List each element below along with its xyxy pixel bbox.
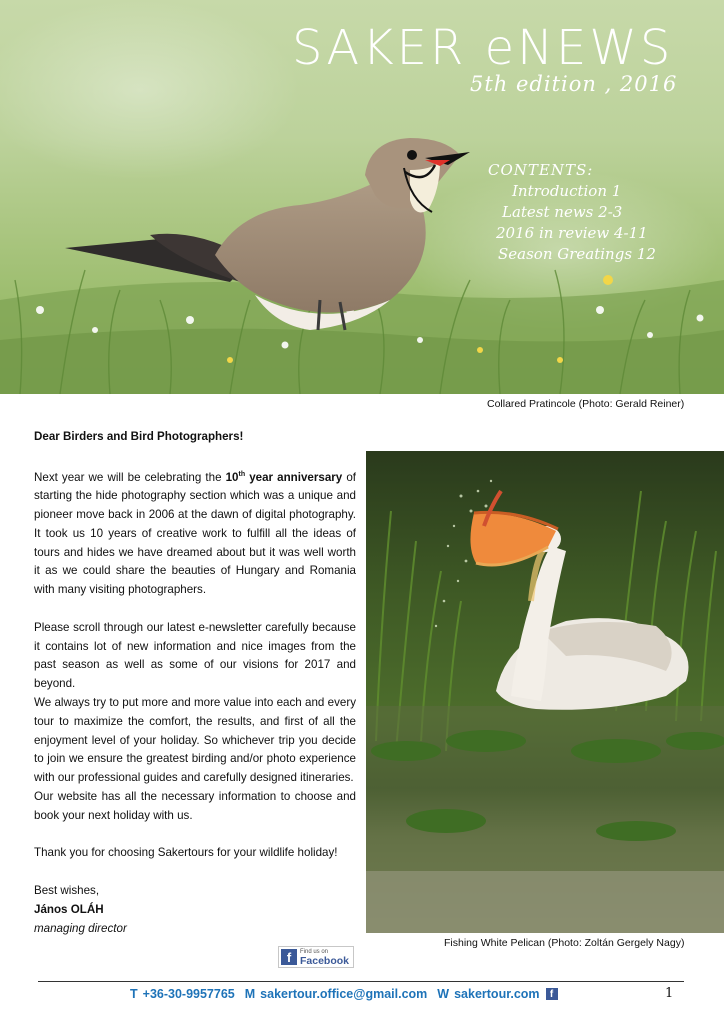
facebook-icon: f bbox=[281, 949, 297, 965]
salutation: Dear Birders and Bird Photographers! bbox=[34, 430, 244, 443]
facebook-badge-label: Facebook bbox=[300, 955, 350, 967]
paragraph-value: We always try to put more and more value into each and every tour to maximize the comfort, the results, and first of all the enjoyment level of your holiday. So whichever trip you decide to join we ensure the greatest birding and/or photo experience with our professional guides and carefully designed itineraries. bbox=[34, 696, 356, 785]
paragraph-anniversary: Next year we will be celebrating the 10th year anniversary of starting the hide photography section which was a unique and pioneer move back in 2006 at the dawn of digital photography. It took us 10 years of creative work to fulfill all the ideas of tours and hides we have dreamed about but it was well worth it as we could share the beauties of Hungary and Romania with many visiting photographers. bbox=[34, 470, 356, 597]
mail-label: M bbox=[244, 987, 256, 1001]
hero-photo bbox=[0, 0, 724, 394]
web-label: W bbox=[437, 987, 450, 1001]
closing: Best wishes, bbox=[34, 883, 100, 897]
paragraph-thanks: Thank you for choosing Sakertours for your wildlife holiday! bbox=[34, 846, 338, 860]
contents-item[interactable]: Introduction 1 bbox=[512, 182, 622, 200]
intro-letter bbox=[34, 428, 356, 938]
pelican-photo bbox=[366, 451, 724, 933]
pelican-illustration bbox=[366, 451, 724, 933]
pelican-caption: Fishing White Pelican (Photo: Zoltán Gergely Nagy) bbox=[444, 937, 685, 949]
email-link[interactable]: sakertour.office@gmail.com bbox=[260, 987, 428, 1001]
website-link[interactable]: sakertour.com bbox=[454, 987, 540, 1001]
signer-title: managing director bbox=[34, 921, 127, 935]
newsletter-title: SAKER eNEWS bbox=[292, 20, 674, 76]
contents-item[interactable]: Latest news 2-3 bbox=[502, 203, 623, 221]
phone-number[interactable]: +36-30-9957765 bbox=[142, 987, 235, 1001]
edition-subtitle: 5th edition , 2016 bbox=[470, 72, 678, 96]
signer-name: János OLÁH bbox=[34, 902, 104, 916]
facebook-badge[interactable] bbox=[278, 946, 354, 968]
table-of-contents bbox=[488, 160, 656, 265]
footer-divider bbox=[38, 981, 684, 982]
paragraph-website: Our website has all the necessary information to choose and book your next holiday with us. bbox=[34, 790, 356, 822]
phone-label: T bbox=[130, 987, 138, 1001]
footer-contacts bbox=[130, 987, 558, 1001]
facebook-small-icon[interactable]: f bbox=[546, 988, 558, 1000]
contents-item[interactable]: 2016 in review 4-11 bbox=[496, 224, 648, 242]
contents-heading: CONTENTS: bbox=[488, 161, 594, 179]
page-number: 1 bbox=[665, 986, 674, 1001]
contents-item[interactable]: Season Greatings 12 bbox=[498, 245, 656, 263]
paragraph-scroll: Please scroll through our latest e-newsletter carefully because it contains lot of new information and nice images from the past season as well as some of our visions for 2017 and beyond. bbox=[34, 620, 356, 691]
hero-caption: Collared Pratincole (Photo: Gerald Reiner) bbox=[487, 398, 685, 410]
facebook-badge-small: Find us on bbox=[300, 949, 329, 955]
